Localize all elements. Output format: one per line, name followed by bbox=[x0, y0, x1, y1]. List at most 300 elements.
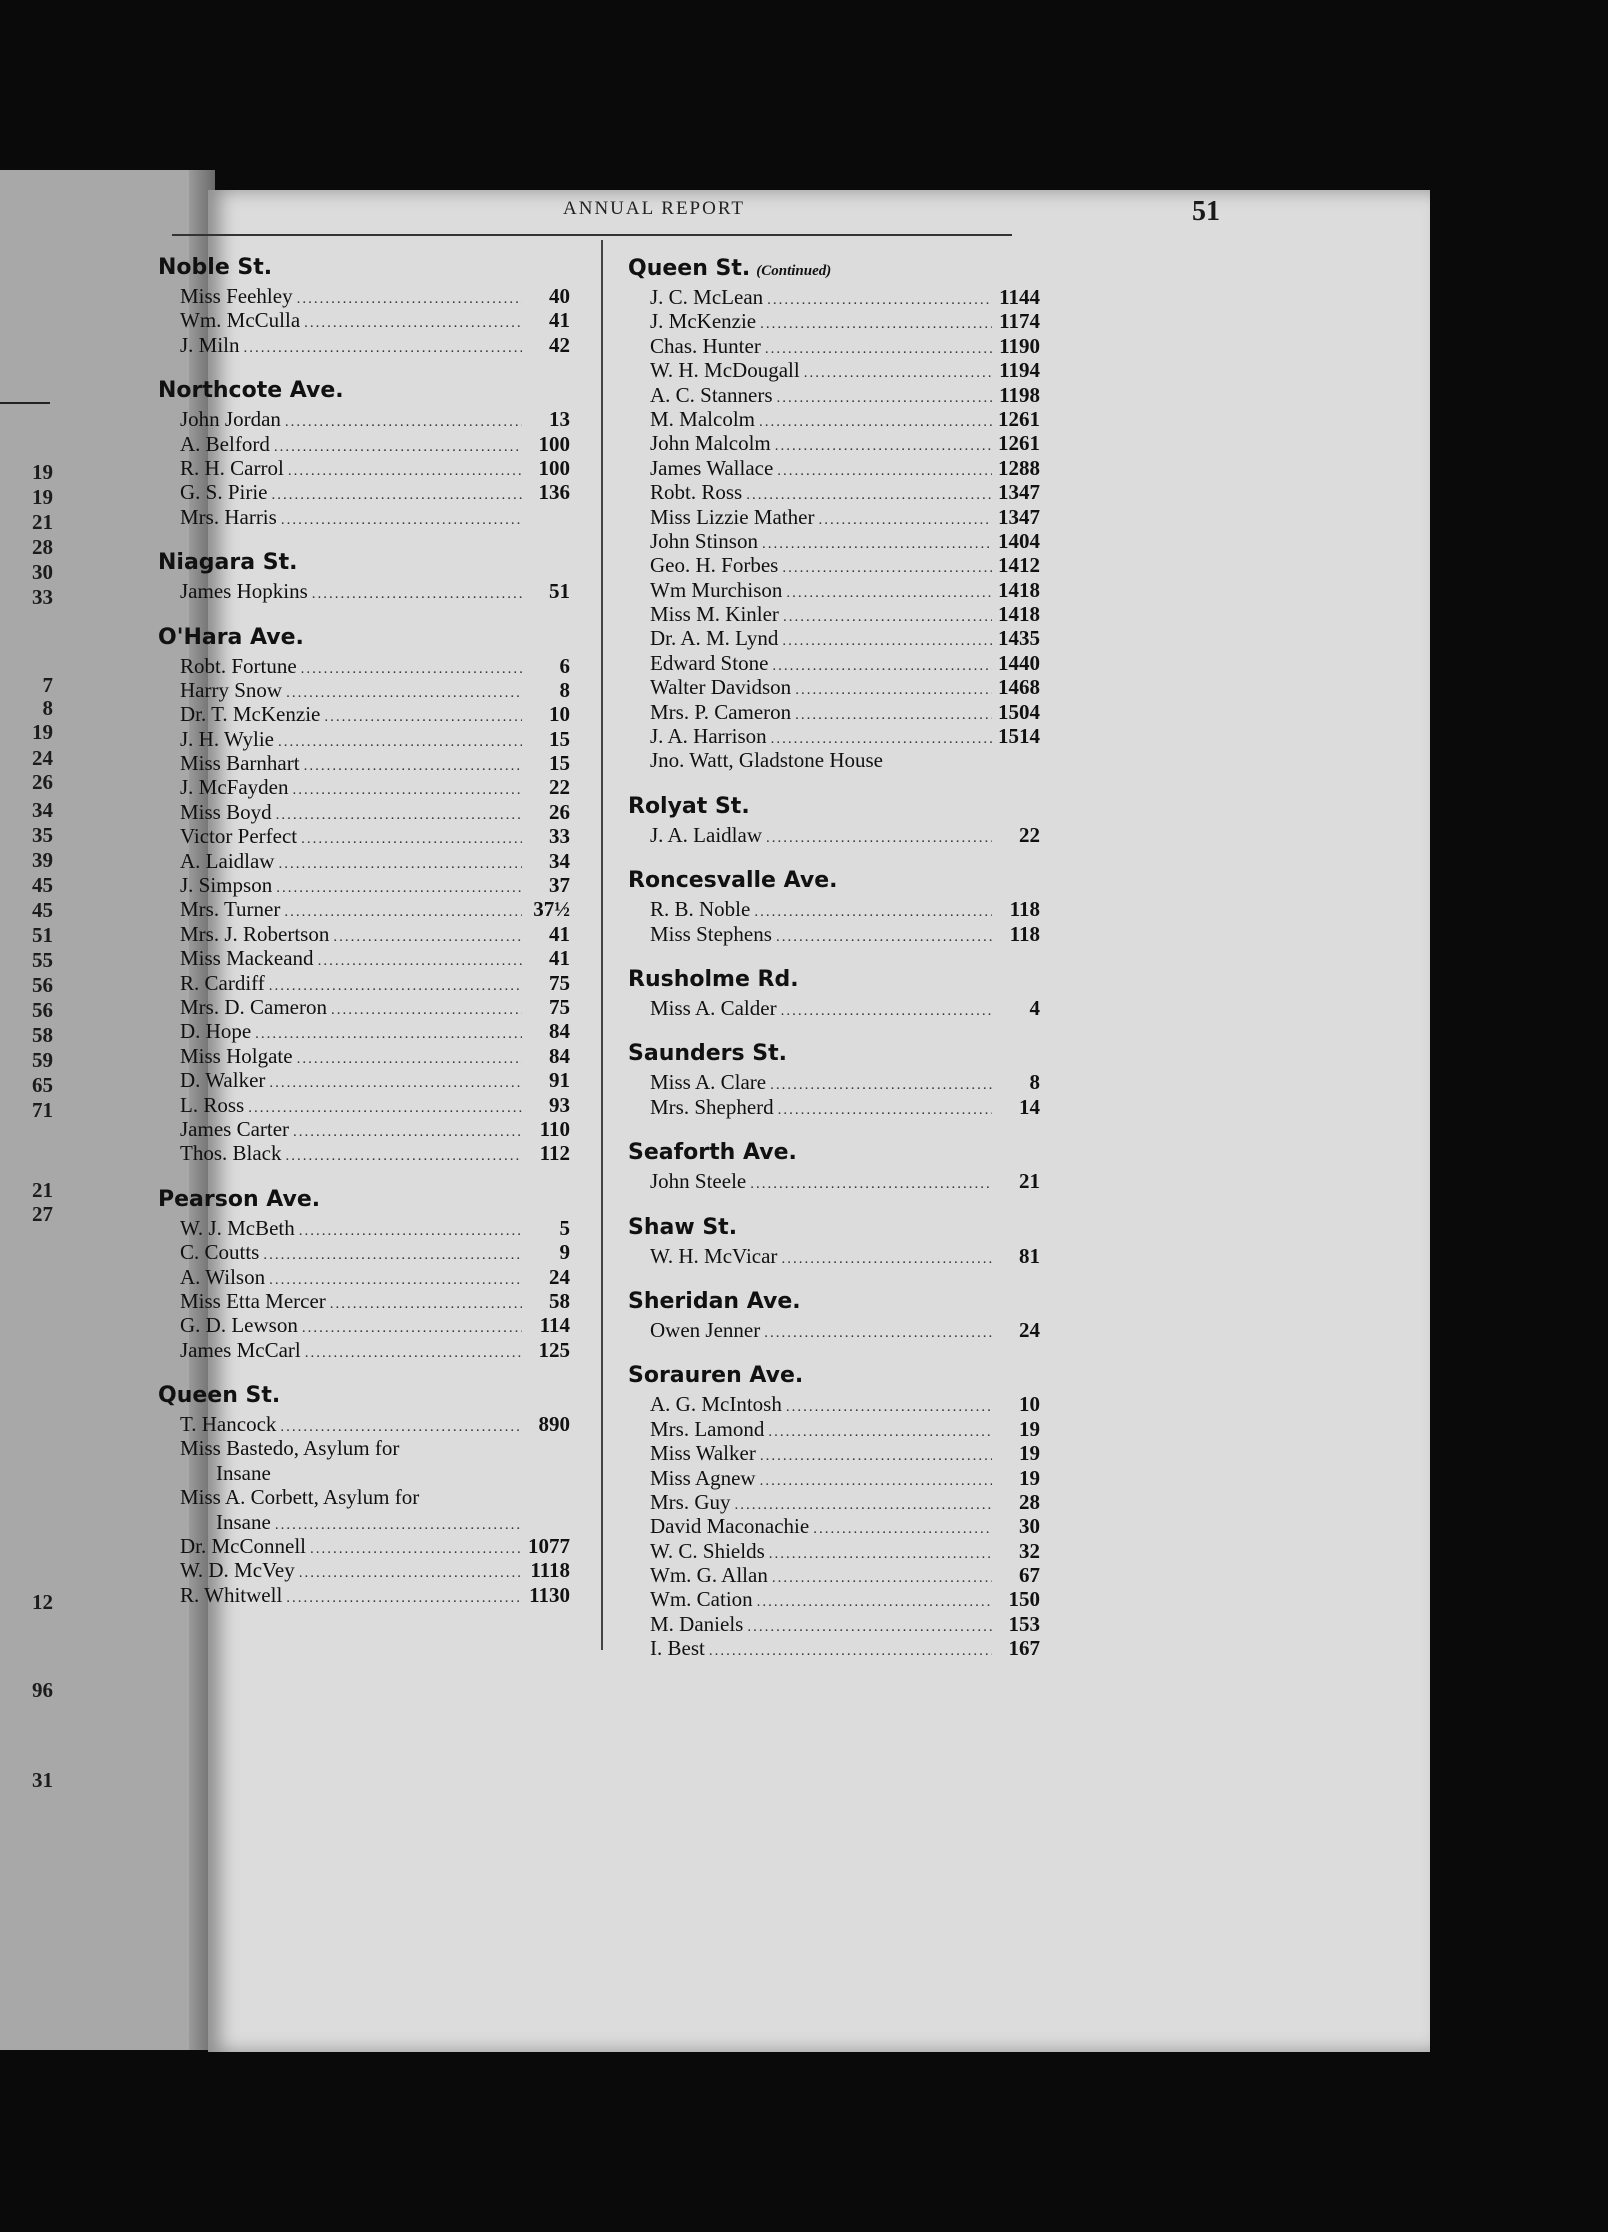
leader-dots bbox=[776, 925, 992, 949]
margin-number: 30 bbox=[32, 560, 53, 584]
left-column bbox=[158, 252, 570, 1607]
street-heading bbox=[628, 1360, 1040, 1392]
leader-dots bbox=[318, 949, 522, 973]
resident-name: Miss Holgate bbox=[180, 1043, 293, 1068]
house-number: 5 bbox=[559, 1215, 570, 1240]
list-item bbox=[158, 1313, 570, 1337]
resident-name: Dr. T. McKenzie bbox=[180, 702, 321, 727]
resident-name: J. Simpson bbox=[180, 873, 273, 898]
list-item bbox=[628, 823, 1040, 847]
house-number: 22 bbox=[549, 775, 570, 800]
list-item bbox=[158, 579, 570, 603]
list-item bbox=[628, 651, 1040, 675]
house-number: 42 bbox=[549, 332, 570, 357]
leader-dots bbox=[772, 654, 992, 678]
street-name: O'Hara Ave. bbox=[158, 624, 304, 650]
street-name: Rusholme Rd. bbox=[628, 966, 799, 992]
resident-name: Mrs. Lamond bbox=[650, 1416, 765, 1441]
leader-dots bbox=[766, 826, 992, 850]
street-name: Roncesvalle Ave. bbox=[628, 868, 838, 894]
resident-name: Wm. McCulla bbox=[180, 308, 301, 333]
leader-dots bbox=[760, 1469, 992, 1493]
resident-name: Edward Stone bbox=[650, 650, 769, 675]
list-item bbox=[158, 849, 570, 873]
house-number: 24 bbox=[1019, 1317, 1040, 1342]
list-item bbox=[628, 1490, 1040, 1514]
resident-name: Miss Stephens bbox=[650, 921, 772, 946]
resident-name: Miss A. Clare bbox=[650, 1070, 767, 1095]
resident-name: James McCarl bbox=[180, 1337, 301, 1362]
list-item bbox=[158, 1485, 570, 1509]
margin-number: 26 bbox=[32, 770, 53, 794]
street-heading bbox=[628, 791, 1040, 823]
resident-name: James Hopkins bbox=[180, 579, 308, 604]
list-item bbox=[628, 1441, 1040, 1465]
list-item bbox=[628, 922, 1040, 946]
leader-dots bbox=[747, 1615, 992, 1639]
street-heading bbox=[158, 375, 570, 407]
leader-dots bbox=[754, 900, 992, 924]
list-item bbox=[158, 1240, 570, 1264]
list-item bbox=[158, 1265, 570, 1289]
house-number: 84 bbox=[549, 1019, 570, 1044]
resident-name: Miss Boyd bbox=[180, 799, 272, 824]
margin-number: 28 bbox=[32, 535, 53, 559]
street-heading bbox=[158, 1380, 570, 1412]
list-item bbox=[158, 1534, 570, 1558]
street-heading bbox=[628, 964, 1040, 996]
house-number: 1194 bbox=[999, 358, 1040, 383]
resident-name: Jno. Watt, Gladstone House bbox=[650, 748, 883, 773]
resident-name: Miss A. Corbett, Asylum for bbox=[180, 1485, 420, 1510]
house-number: 37 bbox=[549, 873, 570, 898]
resident-name: C. Coutts bbox=[180, 1240, 260, 1265]
street-name: Northcote Ave. bbox=[158, 378, 344, 404]
list-item bbox=[158, 897, 570, 921]
leader-dots bbox=[310, 1537, 522, 1561]
margin-number: 31 bbox=[32, 1768, 53, 1792]
resident-name: Miss Barnhart bbox=[180, 751, 300, 776]
house-number: 1347 bbox=[998, 504, 1040, 529]
resident-name: Miss Bastedo, Asylum for bbox=[180, 1436, 400, 1461]
leader-dots bbox=[297, 1047, 522, 1071]
leader-dots bbox=[255, 1022, 522, 1046]
leader-dots bbox=[772, 1566, 992, 1590]
street-heading bbox=[628, 1212, 1040, 1244]
house-number: 118 bbox=[1009, 897, 1040, 922]
house-number: 67 bbox=[1019, 1563, 1040, 1588]
resident-name: Mrs. Guy bbox=[650, 1489, 731, 1514]
list-item bbox=[158, 1289, 570, 1313]
resident-name: T. Hancock bbox=[180, 1412, 277, 1437]
house-number: 136 bbox=[538, 480, 570, 505]
leader-dots bbox=[244, 336, 522, 360]
leader-dots bbox=[757, 1590, 992, 1614]
list-item bbox=[158, 995, 570, 1019]
house-number: 1404 bbox=[998, 528, 1040, 553]
house-number: 1190 bbox=[999, 333, 1040, 358]
house-number: 19 bbox=[1019, 1441, 1040, 1466]
facing-page-rule bbox=[0, 402, 50, 404]
leader-dots bbox=[777, 386, 993, 410]
resident-name: W. C. Shields bbox=[650, 1538, 765, 1563]
leader-dots bbox=[782, 629, 992, 653]
list-item bbox=[628, 1095, 1040, 1119]
house-number: 14 bbox=[1019, 1094, 1040, 1119]
list-item bbox=[628, 334, 1040, 358]
resident-name: Miss Feehley bbox=[180, 284, 293, 308]
list-item bbox=[628, 578, 1040, 602]
resident-name: Chas. Hunter bbox=[650, 333, 761, 358]
house-number: 40 bbox=[549, 284, 570, 308]
house-number: 1504 bbox=[998, 699, 1040, 724]
resident-name: G. D. Lewson bbox=[180, 1313, 298, 1338]
leader-dots bbox=[795, 678, 992, 702]
resident-name: J. A. Harrison bbox=[650, 724, 767, 749]
resident-name: Dr. McConnell bbox=[180, 1534, 306, 1559]
margin-number: 58 bbox=[32, 1023, 53, 1047]
margin-number: 39 bbox=[32, 848, 53, 872]
list-item bbox=[628, 1392, 1040, 1416]
street-name: Seaforth Ave. bbox=[628, 1140, 797, 1166]
house-number: 93 bbox=[549, 1092, 570, 1117]
list-item bbox=[158, 1583, 570, 1607]
house-number: 100 bbox=[538, 431, 570, 456]
leader-dots bbox=[248, 1096, 522, 1120]
margin-number: 55 bbox=[32, 948, 53, 972]
resident-name: Miss Walker bbox=[650, 1441, 756, 1466]
resident-name: Owen Jenner bbox=[650, 1317, 761, 1342]
resident-name: Mrs. P. Cameron bbox=[650, 699, 792, 724]
resident-name: A. G. McIntosh bbox=[650, 1392, 782, 1417]
leader-dots bbox=[293, 778, 523, 802]
column-divider bbox=[601, 240, 603, 1650]
list-item bbox=[158, 432, 570, 456]
list-item bbox=[158, 407, 570, 431]
list-item bbox=[158, 654, 570, 678]
leader-dots bbox=[759, 410, 992, 434]
house-number: 118 bbox=[1009, 921, 1040, 946]
leader-dots bbox=[274, 435, 522, 459]
resident-name: A. Laidlaw bbox=[180, 848, 275, 873]
resident-name: A. C. Stanners bbox=[650, 382, 773, 407]
leader-dots bbox=[275, 1513, 522, 1537]
list-item bbox=[158, 922, 570, 946]
house-number: 1347 bbox=[998, 480, 1040, 505]
margin-number: 21 bbox=[32, 510, 53, 534]
leader-dots bbox=[769, 1542, 992, 1566]
list-item bbox=[158, 456, 570, 480]
resident-name: Harry Snow bbox=[180, 677, 283, 702]
resident-name: R. B. Noble bbox=[650, 897, 751, 922]
leader-dots bbox=[312, 582, 522, 606]
list-item bbox=[628, 1244, 1040, 1268]
house-number: 4 bbox=[1029, 995, 1040, 1020]
leader-dots bbox=[276, 876, 522, 900]
list-item bbox=[628, 1587, 1040, 1611]
house-number: 24 bbox=[549, 1264, 570, 1289]
resident-name: D. Walker bbox=[180, 1068, 266, 1093]
list-item bbox=[158, 946, 570, 970]
margin-number: 56 bbox=[32, 973, 53, 997]
leader-dots bbox=[778, 1098, 992, 1122]
list-item bbox=[158, 702, 570, 726]
leader-dots bbox=[804, 361, 992, 385]
resident-name: L. Ross bbox=[180, 1092, 245, 1117]
resident-name: R. Cardiff bbox=[180, 970, 265, 995]
street-heading bbox=[158, 547, 570, 579]
resident-name: Miss Mackeand bbox=[180, 946, 314, 971]
leader-dots bbox=[795, 703, 992, 727]
leader-dots bbox=[286, 1586, 522, 1610]
leader-dots bbox=[302, 1316, 522, 1340]
house-number: 15 bbox=[549, 726, 570, 751]
house-number: 890 bbox=[538, 1412, 570, 1437]
margin-number: 27 bbox=[32, 1202, 53, 1226]
resident-name: Thos. Black bbox=[180, 1141, 282, 1166]
house-number: 13 bbox=[549, 407, 570, 432]
house-number: 10 bbox=[549, 702, 570, 727]
list-item bbox=[628, 407, 1040, 431]
leader-dots bbox=[762, 532, 992, 556]
resident-name: Mrs. D. Cameron bbox=[180, 994, 327, 1019]
leader-dots bbox=[777, 459, 992, 483]
margin-number: 8 bbox=[42, 696, 53, 720]
resident-name: Miss Etta Mercer bbox=[180, 1288, 326, 1313]
street-heading bbox=[158, 622, 570, 654]
house-number: 28 bbox=[1019, 1489, 1040, 1514]
list-item bbox=[158, 800, 570, 824]
house-number: 112 bbox=[539, 1141, 570, 1166]
leader-dots bbox=[305, 1341, 522, 1365]
list-item bbox=[628, 480, 1040, 504]
list-item bbox=[628, 626, 1040, 650]
margin-number: 45 bbox=[32, 898, 53, 922]
leader-dots bbox=[781, 1247, 992, 1271]
margin-number: 35 bbox=[32, 823, 53, 847]
leader-dots bbox=[333, 925, 522, 949]
resident-name: J. Miln bbox=[180, 332, 240, 357]
resident-name: Wm. G. Allan bbox=[650, 1563, 768, 1588]
house-number: 1198 bbox=[999, 382, 1040, 407]
street-name: Queen St. bbox=[628, 256, 751, 281]
house-number: 22 bbox=[1019, 822, 1040, 847]
list-item bbox=[628, 1563, 1040, 1587]
resident-name: Miss Agnew bbox=[650, 1465, 756, 1490]
leader-dots bbox=[304, 754, 522, 778]
house-number: 1144 bbox=[999, 285, 1040, 309]
resident-name: James Wallace bbox=[650, 455, 774, 480]
list-item bbox=[158, 1216, 570, 1240]
street-heading bbox=[628, 1137, 1040, 1169]
margin-number: 33 bbox=[32, 585, 53, 609]
resident-name: Victor Perfect bbox=[180, 824, 298, 849]
resident-name: A. Belford bbox=[180, 431, 270, 456]
street-name: Shaw St. bbox=[628, 1214, 738, 1240]
street-name: Noble St. bbox=[158, 255, 273, 280]
margin-number: 71 bbox=[32, 1098, 53, 1122]
leader-dots bbox=[276, 803, 522, 827]
margin-number: 19 bbox=[32, 720, 53, 744]
resident-name: Walter Davidson bbox=[650, 675, 792, 700]
house-number: 30 bbox=[1019, 1514, 1040, 1539]
list-item bbox=[628, 1539, 1040, 1563]
house-number: 21 bbox=[1019, 1169, 1040, 1194]
leader-dots bbox=[818, 508, 992, 532]
house-number: 1440 bbox=[998, 650, 1040, 675]
leader-dots bbox=[288, 459, 522, 483]
street-name: Niagara St. bbox=[158, 550, 298, 576]
leader-dots bbox=[767, 288, 992, 312]
leader-dots bbox=[764, 1321, 992, 1345]
house-number: 1514 bbox=[998, 724, 1040, 749]
street-name: Sheridan Ave. bbox=[628, 1288, 801, 1314]
list-item bbox=[628, 529, 1040, 553]
list-item bbox=[158, 775, 570, 799]
street-heading bbox=[628, 253, 1040, 285]
resident-name: Miss Lizzie Mather bbox=[650, 504, 815, 529]
page-header-title: ANNUAL REPORT bbox=[563, 198, 745, 219]
house-number: 75 bbox=[549, 970, 570, 995]
margin-number: 7 bbox=[42, 673, 53, 697]
list-item bbox=[628, 1169, 1040, 1193]
list-item bbox=[628, 358, 1040, 382]
list-item bbox=[158, 308, 570, 332]
resident-name: J. McKenzie bbox=[650, 309, 757, 334]
resident-name: Mrs. J. Robertson bbox=[180, 921, 330, 946]
resident-name: David Maconachie bbox=[650, 1514, 810, 1539]
list-item bbox=[158, 824, 570, 848]
house-number: 26 bbox=[549, 799, 570, 824]
house-number: 153 bbox=[1008, 1611, 1040, 1636]
leader-dots bbox=[770, 1073, 992, 1097]
street-name: Pearson Ave. bbox=[158, 1186, 321, 1212]
house-number: 1174 bbox=[999, 309, 1040, 334]
list-item bbox=[158, 1558, 570, 1582]
resident-name: Dr. A. M. Lynd bbox=[650, 626, 779, 651]
list-item bbox=[158, 1461, 570, 1485]
street-name: Queen St. bbox=[158, 1383, 281, 1409]
list-item bbox=[628, 1636, 1040, 1660]
house-number: 32 bbox=[1019, 1538, 1040, 1563]
house-number: 1418 bbox=[998, 577, 1040, 602]
house-number: 8 bbox=[1029, 1070, 1040, 1095]
house-number: 9 bbox=[559, 1240, 570, 1265]
resident-name: W. H. McDougall bbox=[650, 358, 800, 383]
house-number: 15 bbox=[549, 751, 570, 776]
resident-name: James Carter bbox=[180, 1116, 290, 1141]
resident-name: Wm. Cation bbox=[650, 1587, 753, 1612]
list-item bbox=[628, 1318, 1040, 1342]
list-item bbox=[158, 1019, 570, 1043]
resident-name: Robt. Fortune bbox=[180, 653, 297, 678]
leader-dots bbox=[782, 556, 992, 580]
margin-number: 19 bbox=[32, 485, 53, 509]
house-number: 110 bbox=[539, 1116, 570, 1141]
leader-dots bbox=[299, 1561, 522, 1585]
leader-dots bbox=[709, 1639, 992, 1663]
street-heading bbox=[628, 1038, 1040, 1070]
resident-name: Geo. H. Forbes bbox=[650, 553, 779, 578]
list-item bbox=[158, 1093, 570, 1117]
list-item bbox=[628, 553, 1040, 577]
resident-name: I. Best bbox=[650, 1636, 705, 1661]
margin-number: 12 bbox=[32, 1590, 53, 1614]
leader-dots bbox=[781, 999, 992, 1023]
leader-dots bbox=[813, 1517, 992, 1541]
leader-dots bbox=[324, 705, 522, 729]
list-item bbox=[158, 1068, 570, 1092]
list-item bbox=[158, 727, 570, 751]
house-number: 10 bbox=[1019, 1392, 1040, 1417]
house-number: 1412 bbox=[998, 553, 1040, 578]
house-number: 100 bbox=[538, 455, 570, 480]
list-item bbox=[158, 1117, 570, 1141]
list-item bbox=[158, 1510, 570, 1534]
list-item bbox=[158, 873, 570, 897]
resident-name: R. Whitwell bbox=[180, 1582, 283, 1607]
margin-number: 24 bbox=[32, 746, 53, 770]
house-number: 125 bbox=[538, 1337, 570, 1362]
resident-name: R. H. Carrol bbox=[180, 455, 284, 480]
resident-name: W. D. McVey bbox=[180, 1558, 295, 1583]
list-item bbox=[158, 971, 570, 995]
leader-dots bbox=[330, 1292, 522, 1316]
list-item bbox=[628, 996, 1040, 1020]
house-number: 1130 bbox=[529, 1582, 570, 1607]
house-number: 33 bbox=[549, 824, 570, 849]
resident-name: G. S. Pirie bbox=[180, 480, 268, 505]
house-number: 41 bbox=[549, 921, 570, 946]
resident-name: John Jordan bbox=[180, 407, 281, 432]
house-number: 150 bbox=[1008, 1587, 1040, 1612]
margin-number: 19 bbox=[32, 460, 53, 484]
leader-dots bbox=[285, 1144, 522, 1168]
house-number: 114 bbox=[539, 1313, 570, 1338]
list-item bbox=[158, 1044, 570, 1068]
leader-dots bbox=[286, 681, 522, 705]
leader-dots bbox=[760, 312, 992, 336]
list-item bbox=[628, 602, 1040, 626]
list-item bbox=[628, 309, 1040, 333]
resident-name: Insane bbox=[216, 1509, 271, 1534]
right-column bbox=[628, 253, 1040, 1661]
margin-number: 21 bbox=[32, 1178, 53, 1202]
resident-name: Mrs. Turner bbox=[180, 897, 281, 922]
house-number: 41 bbox=[549, 946, 570, 971]
leader-dots bbox=[783, 605, 992, 629]
leader-dots bbox=[272, 483, 522, 507]
margin-number: 59 bbox=[32, 1048, 53, 1072]
leader-dots bbox=[278, 852, 522, 876]
house-number: 81 bbox=[1019, 1243, 1040, 1268]
leader-dots bbox=[786, 581, 992, 605]
house-number: 1288 bbox=[998, 455, 1040, 480]
resident-name: John Steele bbox=[650, 1169, 747, 1194]
house-number: 1468 bbox=[998, 675, 1040, 700]
resident-name: J. McFayden bbox=[180, 775, 289, 800]
leader-dots bbox=[760, 1444, 992, 1468]
leader-dots bbox=[278, 730, 522, 754]
house-number: 19 bbox=[1019, 1465, 1040, 1490]
list-item bbox=[628, 1612, 1040, 1636]
page-number: 51 bbox=[1192, 196, 1220, 227]
resident-name: Miss A. Calder bbox=[650, 995, 777, 1020]
list-item bbox=[628, 748, 1040, 772]
house-number: 34 bbox=[549, 848, 570, 873]
header-rule bbox=[172, 234, 1012, 236]
house-number: 1261 bbox=[998, 431, 1040, 456]
